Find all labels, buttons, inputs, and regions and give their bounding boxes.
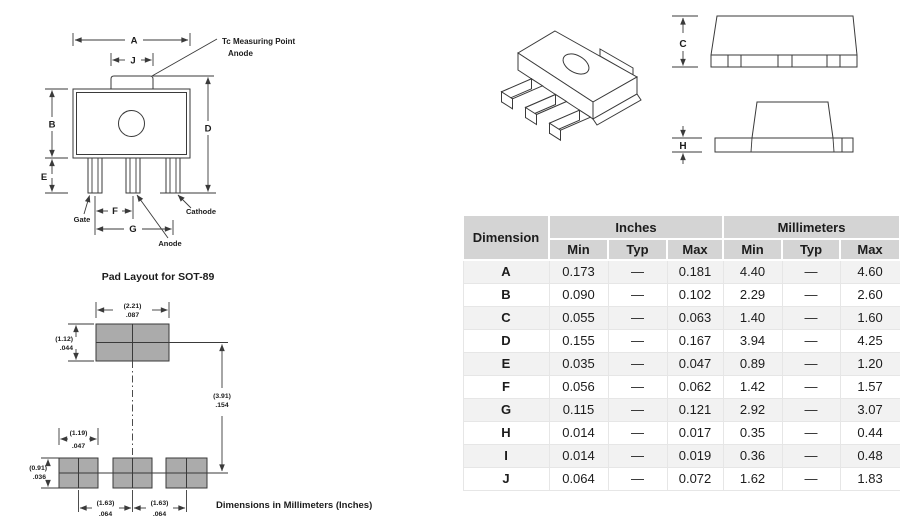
- col-header-in-max: Max: [667, 239, 723, 260]
- row-dim-letter: I: [463, 444, 549, 467]
- dim-e-label: E: [40, 172, 48, 183]
- row-dim-letter: C: [463, 306, 549, 329]
- units-footnote: Dimensions in Millimeters (Inches): [216, 500, 373, 511]
- pitch-right-in: .064: [152, 511, 167, 518]
- pad-layout-drawing: [10, 258, 430, 524]
- top-pad-height-mm: (1.12): [55, 336, 73, 343]
- table-row: B 0.090 — 0.102 2.29 — 2.60: [463, 283, 900, 306]
- gate-callout: [74, 196, 91, 225]
- row-dim-letter: G: [463, 398, 549, 421]
- table-row: G 0.115 — 0.121 2.92 — 3.07: [463, 398, 900, 421]
- dimension-b: [45, 89, 68, 158]
- top-pad: [96, 324, 169, 361]
- tc-label-line1: Tc Measuring Point: [222, 37, 296, 46]
- pad-width-in: .047: [71, 443, 86, 450]
- pitch-left-mm: (1.63): [96, 500, 115, 507]
- dim-j-label: J: [130, 55, 136, 67]
- dim-pitch-right: [134, 490, 187, 518]
- row-dim-letter: D: [463, 329, 549, 352]
- row-dim-letter: H: [463, 421, 549, 444]
- gate-lead: [88, 158, 102, 193]
- pitch-right-mm: (1.63): [150, 500, 169, 507]
- anode-lead: [126, 158, 140, 193]
- pad-layout-title: Pad Layout for SOT-89: [101, 271, 215, 283]
- table-row: D 0.155 — 0.167 3.94 — 4.25: [463, 329, 900, 352]
- col-header-mm-typ: Typ: [782, 239, 840, 260]
- top-pad-height-in: .044: [59, 345, 73, 352]
- table-row: J 0.064 — 0.072 1.62 — 1.83: [463, 467, 900, 490]
- dim-top-pad-height: [55, 324, 94, 361]
- cathode-lead: [166, 158, 180, 193]
- isometric-view: [502, 31, 642, 140]
- dim-c-label: C: [679, 39, 687, 50]
- table-row: E 0.035 — 0.047 0.89 — 1.20: [463, 352, 900, 375]
- pad-span-in: .154: [215, 402, 229, 409]
- tc-measuring-point-callout: [134, 37, 296, 87]
- dimension-j: [111, 53, 153, 67]
- cathode-label: Cathode: [186, 207, 216, 216]
- col-header-in-min: Min: [549, 239, 608, 260]
- side-view-c: [672, 16, 857, 67]
- pad-span-mm: (3.91): [213, 393, 231, 400]
- pad-width-mm: (1.19): [69, 430, 88, 437]
- anode-tab: [111, 76, 153, 89]
- iso-lead-3: [550, 110, 591, 140]
- dim-top-pad-width: [96, 302, 169, 319]
- dimension-g: [97, 220, 174, 235]
- table-row: C 0.055 — 0.063 1.40 — 1.60: [463, 306, 900, 329]
- dim-b-label: B: [48, 119, 56, 131]
- row-dim-letter: A: [463, 260, 549, 283]
- cathode-callout: [178, 195, 216, 216]
- package-views: [480, 5, 900, 175]
- dim-pad-width: [59, 428, 98, 450]
- gate-label: Gate: [73, 215, 91, 224]
- dimensions-table: [462, 214, 900, 491]
- dim-pad-height: [29, 458, 59, 488]
- col-header-in-typ: Typ: [608, 239, 667, 260]
- dim-h-label: H: [679, 141, 687, 152]
- dimension-a: [73, 33, 190, 47]
- dim-d-label: D: [204, 123, 212, 135]
- dim-pad-span: [169, 343, 231, 472]
- dim-pitch-left: [79, 490, 133, 518]
- pitch-left-in: .064: [98, 511, 113, 518]
- row-dim-letter: J: [463, 467, 549, 490]
- table-row: H 0.014 — 0.017 0.35 — 0.44: [463, 421, 900, 444]
- top-pad-width-mm: (2.21): [123, 303, 142, 310]
- tc-label-line2: Anode: [228, 49, 253, 58]
- col-header-mm-max: Max: [840, 239, 900, 260]
- dim-f-label: F: [112, 206, 118, 217]
- group-header-inches: Inches: [549, 215, 723, 239]
- row-dim-letter: F: [463, 375, 549, 398]
- dimension-e: [41, 160, 68, 194]
- bottom-pads: [59, 458, 228, 488]
- top-pad-width-in: .087: [125, 312, 140, 319]
- table-row: F 0.056 — 0.062 1.42 — 1.57: [463, 375, 900, 398]
- package-body-front: [73, 76, 214, 158]
- col-header-mm-min: Min: [723, 239, 782, 260]
- side-view-h: [672, 102, 853, 164]
- table-header-groups: [463, 215, 900, 239]
- anode-callout: [137, 195, 182, 248]
- anode-label: Anode: [158, 239, 182, 248]
- table-row: I 0.014 — 0.019 0.36 — 0.48: [463, 444, 900, 467]
- col-header-dimension: Dimension: [463, 215, 549, 260]
- dim-g-label: G: [129, 224, 137, 235]
- row-dim-letter: E: [463, 352, 549, 375]
- front-view-drawing: [20, 8, 330, 258]
- group-header-millimeters: Millimeters: [723, 215, 900, 239]
- pad-height-in: .036: [32, 474, 46, 481]
- mounting-hole: [119, 111, 145, 137]
- pad-height-mm: (0.91): [29, 465, 47, 472]
- dim-a-label: A: [130, 35, 138, 47]
- table-row: A 0.173 — 0.181 4.40 — 4.60: [463, 260, 900, 283]
- row-dim-letter: B: [463, 283, 549, 306]
